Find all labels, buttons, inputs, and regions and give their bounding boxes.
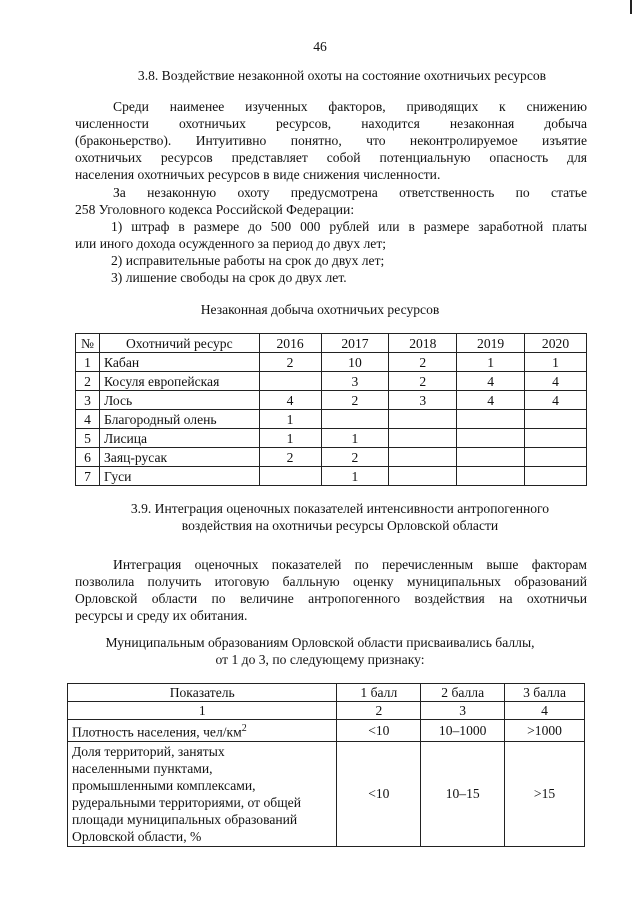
indicator-label: Плотность населения, чел/км [72,724,242,740]
table-cell: 4 [525,391,587,410]
header-cell: 2020 [525,334,587,353]
table-cell [457,429,525,448]
table-cell: 1 [321,467,389,486]
text-line: или иного дохода осужденного за период до двух лет; [75,236,387,251]
indicator-label-line: площади муниципальных образований [72,811,298,827]
table-header-row [76,334,587,353]
header-cell: 2 балла [421,684,505,702]
section-3-8-heading: 3.8. Воздействие незаконной охоты на состояние охотничьих ресурсов [137,68,547,83]
header-cell: 2019 [457,334,525,353]
scoring-criteria-table [67,683,585,847]
header-cell: 2017 [321,334,389,353]
table-cell: 5 [76,429,100,448]
table-cell [389,467,457,486]
penalty-item-2 [75,252,587,269]
text-line: ресурсы и среду их обитания. [75,608,248,623]
table-row [76,372,587,391]
table-cell: 3 [389,391,457,410]
table-cell: Благородный олень [99,410,259,429]
table-cell [525,410,587,429]
caption-line: Муниципальным образованиям Орловской области присваивались баллы, [105,635,535,650]
table-cell: <10 [337,741,421,846]
table-cell: 4 [259,391,321,410]
table-row [68,741,585,846]
table-cell [389,448,457,467]
table-cell: 4 [457,391,525,410]
text-line: 258 Уголовного кодекса Российской Федерации: [75,202,355,217]
table-cell [321,410,389,429]
section-3-8-paragraph-1 [75,98,587,183]
table-cell [68,741,337,846]
header-cell: Охотничий ресурс [99,334,259,353]
table-cell: Гуси [99,467,259,486]
indicator-label-line: промышленными комплексами, [72,777,256,793]
table-header-row [68,684,585,702]
text-line: 2) исправительные работы на срок до двух лет; [111,253,385,268]
table-cell [525,448,587,467]
text-line: 3) лишение свободы на срок до двух лет. [111,270,347,285]
table-cell: 1 [321,429,389,448]
table-cell: 2 [259,448,321,467]
section-3-9-paragraph-1 [75,556,587,624]
text-line: населения охотничьих ресурсов в виде снижения численности. [75,167,441,182]
table-cell: 2 [389,353,457,372]
table-cell: Лисица [99,429,259,448]
page-edge-mark [630,0,632,14]
section-3-8-paragraph-2 [75,184,587,218]
table-cell: 3 [321,372,389,391]
table-cell: 3 [76,391,100,410]
text-line: Интеграция оценочных показателей по перечисленным выше факторам [113,557,587,572]
table-row [68,720,585,742]
table-cell: 1 [259,429,321,448]
table-cell: 4 [76,410,100,429]
table-cell: 4 [505,702,585,720]
table-cell: <10 [337,720,421,742]
table-cell: 2 [321,448,389,467]
table-cell: >15 [505,741,585,846]
penalty-item-3 [75,269,587,286]
text-line: 1) штраф в размере до 500 000 рублей или в размере заработной платы [111,219,587,234]
table-cell: 1 [525,353,587,372]
table-cell: Кабан [99,353,259,372]
table-row [76,467,587,486]
text-line: (браконьерство). Интуитивно понятно, что неконтролируемое изъятие [75,133,587,148]
table-row [76,410,587,429]
table-cell [389,429,457,448]
text-line: За незаконную охоту предусмотрена ответственность по статье [113,185,587,200]
section-3-9-heading [60,500,620,534]
page-number: 46 [313,39,327,54]
illegal-harvest-table [75,333,587,486]
text-line: Среди наименее изученных факторов, приводящих к снижению [113,99,587,114]
table-cell: 1 [76,353,100,372]
indicator-label-line: рудеральными территориями, от общей [72,794,301,810]
header-cell: 2018 [389,334,457,353]
table-cell: 7 [76,467,100,486]
table-cell: 1 [259,410,321,429]
table-cell [457,410,525,429]
table-cell: 1 [457,353,525,372]
penalty-item-1 [75,218,587,252]
table-cell: 6 [76,448,100,467]
table-cell: 2 [76,372,100,391]
table-cell: Косуля европейская [99,372,259,391]
table-cell: 2 [337,702,421,720]
table-row [76,448,587,467]
text-line: численности охотничьих ресурсов, находится незаконная добыча [75,116,587,131]
table-cell: >1000 [505,720,585,742]
illegal-harvest-table-caption: Незаконная добыча охотничьих ресурсов [200,302,440,317]
table-cell: 10 [321,353,389,372]
indicator-label-line: населенными пунктами, [72,760,213,776]
table-row [76,429,587,448]
indicator-label-line: Доля территорий, занятых [72,743,225,759]
table-cell: 10–1000 [421,720,505,742]
heading-line: воздействия на охотничьи ресурсы Орловской области [181,518,499,533]
table-cell: 3 [421,702,505,720]
column-number-row [68,702,585,720]
table-cell: 1 [68,702,337,720]
table-cell: Лось [99,391,259,410]
header-cell: 2016 [259,334,321,353]
caption-line: от 1 до 3, по следующему признаку: [215,652,425,667]
table-cell: 2 [389,372,457,391]
header-cell: 3 балла [505,684,585,702]
table-cell: 4 [457,372,525,391]
indicator-label-line: Орловской области, % [72,828,202,844]
table-cell: 10–15 [421,741,505,846]
table-cell [457,448,525,467]
table-cell: 4 [525,372,587,391]
text-line: Орловской области по величине антропогенного воздействия на охотничьи [75,591,587,606]
text-line: позволила получить итоговую балльную оценку муниципальных образований [75,574,587,589]
header-cell: Показатель [68,684,337,702]
scoring-table-caption [0,634,640,668]
superscript: 2 [241,723,247,734]
table-cell [259,372,321,391]
table-cell [389,410,457,429]
table-cell: 2 [259,353,321,372]
table-cell [259,467,321,486]
table-row [76,353,587,372]
text-line: охотничьих ресурсов представляет собой потенциальную опасность для [75,150,587,165]
table-row [76,391,587,410]
header-cell: № [76,334,100,353]
table-cell [525,429,587,448]
table-cell [68,720,337,742]
table-cell [525,467,587,486]
table-cell: Заяц-русак [99,448,259,467]
header-cell: 1 балл [337,684,421,702]
heading-line: 3.9. Интеграция оценочных показателей интенсивности антропогенного [130,501,550,516]
table-cell [457,467,525,486]
table-cell: 2 [321,391,389,410]
